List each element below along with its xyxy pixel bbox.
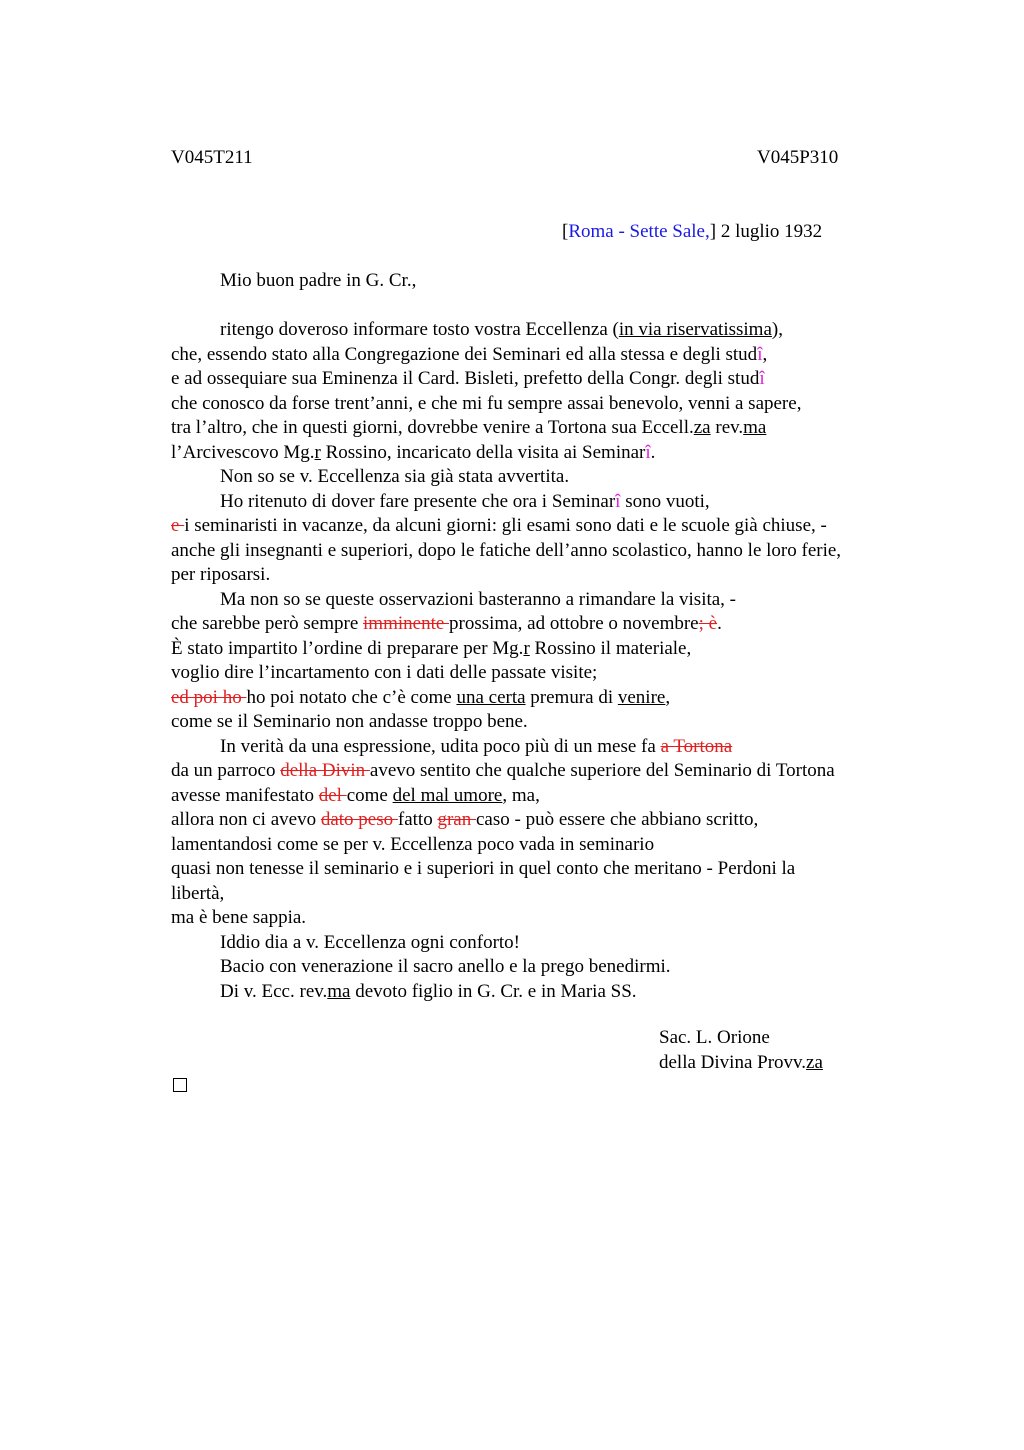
text-line: Di v. Ecc. rev.ma devoto figlio in G. Cr. e in Maria SS.: [220, 980, 637, 1002]
text-line: ed poi ho ho poi notato che c’è come una certa premura di venire,: [171, 686, 671, 708]
open-bracket: [: [562, 221, 569, 242]
place: Roma - Sette Sale,: [568, 221, 710, 242]
signature: [659, 1026, 823, 1075]
text-line: ma è bene sappia.: [171, 907, 307, 928]
text-line: ritengo doveroso informare tosto vostra Eccellenza (in via riservatissima),: [220, 319, 783, 340]
text-line: avesse manifestato del come del mal umore, ma,: [171, 784, 540, 806]
text-line: e ad ossequiare sua Eminenza il Card. Bisleti, prefetto della Congr. degli studî: [171, 368, 765, 389]
text-line: anche gli insegnanti e superiori, dopo le fatiche dell’anno scolastico, hanno le loro ferie,: [171, 539, 842, 561]
text-line: Bacio con venerazione il sacro anello e la prego benedirmi.: [220, 956, 671, 977]
end-mark-square: [173, 1078, 187, 1092]
text-line: che, essendo stato alla Congregazione dei Seminari ed alla stessa e degli studî,: [171, 343, 768, 365]
text-line: da un parroco della Divin avevo sentito che qualche superiore del Seminario di Tortona: [171, 760, 835, 781]
dateline: [562, 220, 822, 244]
text-line: che sarebbe però sempre imminente prossima, ad ottobre o novembre; è.: [171, 613, 722, 634]
date: 2 luglio 1932: [716, 221, 823, 242]
text-line: per riposarsi.: [171, 564, 271, 585]
text-line: come se il Seminario non andasse troppo bene.: [171, 711, 528, 732]
text-line: che conosco da forse trent’anni, e che mi fu sempre assai benevolo, venni a sapere,: [171, 392, 802, 414]
text-line: Non so se v. Eccellenza sia già stata avvertita.: [220, 466, 570, 487]
text-line: In verità da una espressione, udita poco più di un mese fa a Tortona: [220, 735, 733, 757]
text-line: allora non ci avevo dato peso fatto gran caso - può essere che abbiano scritto,: [171, 809, 759, 830]
text-line: quasi non tenesse il seminario e i superiori in quel conto che meritano - Perdoni la: [171, 858, 796, 879]
close-bracket: ]: [709, 221, 717, 242]
text-line: Iddio dia a v. Eccellenza ogni conforto!: [220, 931, 521, 953]
text-line: È stato impartito l’ordine di preparare per Mg.r Rossino il materiale,: [171, 637, 692, 659]
text-line: lamentandosi come se per v. Eccellenza poco vada in seminario: [171, 833, 655, 855]
letter-body: [171, 269, 911, 1004]
salutation: Mio buon padre in G. Cr.,: [220, 270, 417, 291]
text-line: l’Arcivescovo Mg.r Rossino, incaricato della visita ai Seminarî.: [171, 441, 656, 463]
text-line: voglio dire l’incartamento con i dati delle passate visite;: [171, 662, 598, 683]
signature-name: Sac. L. Orione: [659, 1027, 770, 1048]
left-reference-code: V045T211: [171, 147, 253, 168]
text-line: Ho ritenuto di dover fare presente che ora i Seminarî sono vuoti,: [220, 490, 710, 512]
right-reference-code: V045P310: [757, 147, 839, 168]
text-line: libertà,: [171, 882, 225, 904]
text-line: tra l’altro, che in questi giorni, dovrebbe venire a Tortona sua Eccell.za rev.ma: [171, 417, 767, 438]
text-line: Ma non so se queste osservazioni basteranno a rimandare la visita, -: [220, 588, 737, 610]
signature-title: della Divina Provv.za: [659, 1051, 823, 1073]
text-line: e i seminaristi in vacanze, da alcuni giorni: gli esami sono dati e le scuole già chiuse, -: [171, 515, 827, 536]
